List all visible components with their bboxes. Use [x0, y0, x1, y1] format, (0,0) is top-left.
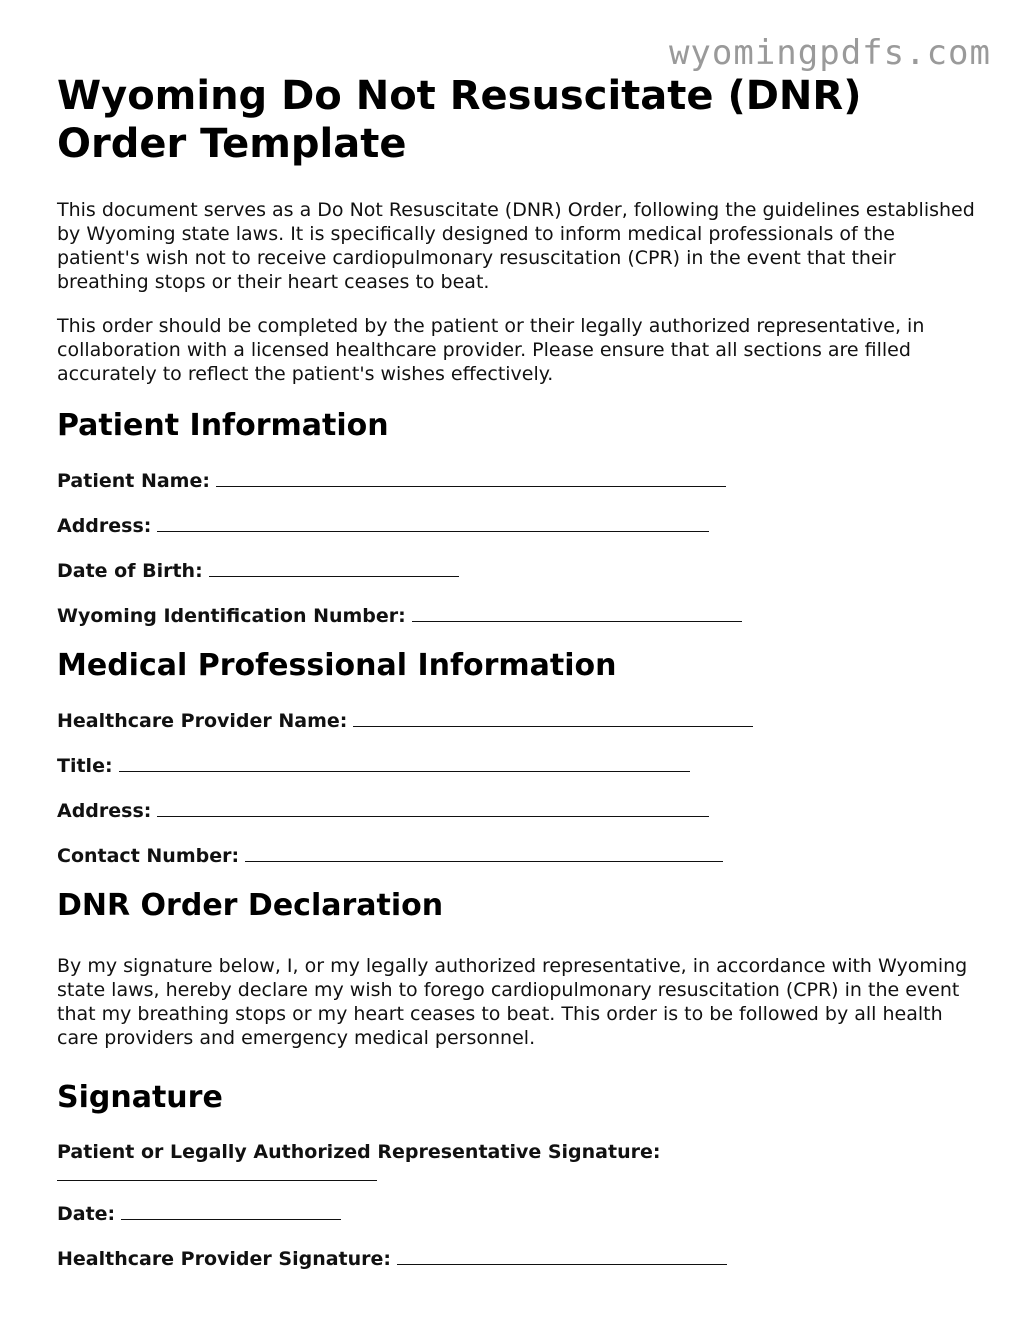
- date-of-birth-input[interactable]: [209, 558, 459, 577]
- patient-info-heading: Patient Information: [57, 408, 389, 443]
- signature-date-label: Date:: [57, 1203, 116, 1225]
- patient-signature-field: [57, 1140, 977, 1181]
- patient-address-input[interactable]: [157, 513, 709, 532]
- medical-info-heading: Medical Professional Information: [57, 648, 617, 683]
- patient-address-label: Address:: [57, 515, 152, 537]
- provider-name-field: [57, 708, 977, 733]
- wyoming-id-label: Wyoming Identification Number:: [57, 605, 406, 627]
- contact-number-field: [57, 843, 977, 868]
- dnr-declaration-text: By my signature below, I, or my legally authorized representative, in accordance with Wyoming state laws, hereby declare my wish to forego cardiopulmonary resuscitation (CPR) in the event that my breathing stops or my heart ceases to beat. This order is to be followed by all health care providers and emergency medical personnel.: [57, 955, 968, 1049]
- provider-title-input[interactable]: [119, 753, 690, 772]
- page-title: Wyoming Do Not Resuscitate (DNR) Order Template: [57, 73, 862, 167]
- provider-name-label: Healthcare Provider Name:: [57, 710, 348, 732]
- provider-address-input[interactable]: [157, 798, 709, 817]
- intro-paragraph-1: This document serves as a Do Not Resuscitate (DNR) Order, following the guidelines established by Wyoming state laws. It is specifically designed to inform medical professionals of the patient's wish not to receive cardiopulmonary resuscitation (CPR) in the event that their breathing stops or their heart ceases to beat.: [57, 199, 975, 293]
- provider-title-label: Title:: [57, 755, 113, 777]
- provider-name-input[interactable]: [353, 708, 753, 727]
- date-of-birth-label: Date of Birth:: [57, 560, 203, 582]
- patient-address-field: [57, 513, 977, 538]
- patient-signature-label: Patient or Legally Authorized Representative Signature:: [57, 1141, 661, 1163]
- contact-number-input[interactable]: [245, 843, 723, 862]
- provider-signature-field: [57, 1246, 977, 1271]
- patient-name-field: [57, 468, 977, 493]
- patient-name-label: Patient Name:: [57, 470, 210, 492]
- document-page: [57, 72, 977, 1271]
- provider-signature-label: Healthcare Provider Signature:: [57, 1248, 392, 1270]
- contact-number-label: Contact Number:: [57, 845, 240, 867]
- provider-address-label: Address:: [57, 800, 152, 822]
- signature-date-field: [57, 1201, 977, 1226]
- provider-title-field: [57, 753, 977, 778]
- provider-signature-input[interactable]: [397, 1246, 727, 1265]
- patient-signature-input[interactable]: [57, 1166, 377, 1181]
- wyoming-id-field: [57, 603, 977, 628]
- intro-paragraph-2: This order should be completed by the patient or their legally authorized representative, in collaboration with a licensed healthcare provider. Please ensure that all sections are filled accurately to reflect the patient's wishes effectively.: [57, 315, 925, 385]
- signature-heading: Signature: [57, 1080, 223, 1115]
- watermark: wyomingpdfs.com: [668, 33, 991, 73]
- date-of-birth-field: [57, 558, 977, 583]
- patient-name-input[interactable]: [216, 468, 726, 487]
- provider-address-field: [57, 798, 977, 823]
- dnr-declaration-heading: DNR Order Declaration: [57, 888, 444, 923]
- signature-date-input[interactable]: [121, 1201, 341, 1220]
- wyoming-id-input[interactable]: [412, 603, 742, 622]
